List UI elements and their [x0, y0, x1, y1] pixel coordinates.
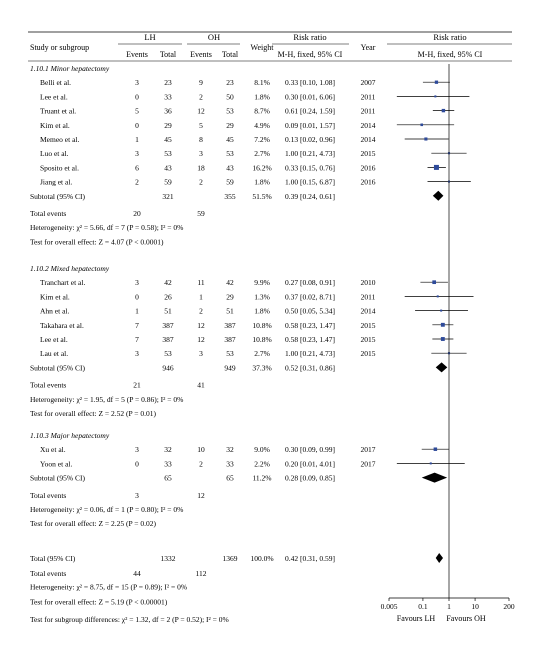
risk-ratio-ci: 0.58 [0.23, 1.47]: [285, 335, 335, 344]
study-name: Jiang et al.: [40, 177, 73, 187]
lh-total: 33: [164, 92, 172, 102]
lh-events: 0: [135, 120, 139, 130]
subtotal-diamond: [436, 362, 448, 372]
x-tick-label: 0.1: [418, 602, 428, 611]
oh-total: 45: [226, 135, 234, 144]
oh-total: 43: [226, 163, 234, 173]
subtotal-lh-total: 65: [164, 473, 172, 483]
oh-total: 29: [226, 120, 234, 130]
lh-events: 1: [135, 306, 139, 316]
x-tick-label: 200: [503, 602, 515, 611]
total-events-lh: 20: [133, 209, 141, 218]
study-name: Lau et al.: [40, 349, 69, 359]
point-estimate-square: [434, 165, 439, 170]
point-estimate-square: [440, 310, 442, 312]
lh-total: 59: [164, 177, 172, 187]
overall-effect-test: Test for overall effect: Z = 5.19 (P < 0.00001): [30, 597, 168, 607]
risk-ratio-ci: 0.09 [0.01, 1.57]: [285, 120, 335, 130]
weight: 2.7%: [254, 349, 270, 359]
overall-section: [30, 553, 443, 607]
lh-events: 3: [135, 349, 139, 359]
subtotal-label: Subtotal (95% CI): [30, 363, 85, 373]
header-lh-total: Total: [159, 50, 177, 59]
study-name: Xu et al.: [40, 445, 66, 455]
header-year: Year: [360, 43, 376, 52]
overall-effect-test: Test for overall effect: Z = 4.07 (P < 0.0001): [30, 237, 164, 247]
point-estimate-square: [432, 280, 436, 284]
x-tick-label: 0.005: [380, 602, 398, 611]
lh-total: 23: [164, 78, 172, 88]
lh-total: 387: [162, 335, 174, 344]
lh-events: 7: [135, 320, 139, 330]
oh-events: 12: [197, 106, 205, 116]
oh-total: 387: [224, 335, 236, 344]
subtotal-weight: 37.3%: [252, 363, 272, 373]
study-name: Luo et al.: [40, 149, 69, 159]
total-events-label: Total events: [30, 209, 67, 218]
study-row: [40, 163, 446, 172]
header-lh-events: Events: [126, 50, 148, 59]
oh-total: 42: [226, 278, 234, 288]
subtotal-label: Subtotal (95% CI): [30, 191, 85, 201]
lh-total: 26: [164, 292, 172, 302]
point-estimate-square: [442, 109, 445, 112]
total-events-lh: 21: [133, 380, 141, 390]
weight: 9.0%: [254, 445, 270, 455]
lh-total: 36: [164, 106, 172, 116]
subtotal-ci: 0.52 [0.31, 0.86]: [285, 363, 335, 373]
overall-total-oh-total: 1369: [222, 554, 238, 563]
x-axis: [381, 64, 515, 611]
weight: 16.2%: [252, 163, 272, 173]
study-row: [40, 349, 467, 358]
lh-total: 43: [164, 163, 172, 173]
study-name: Tranchart et al.: [40, 278, 86, 288]
year: 2011: [360, 292, 376, 302]
study-name: Yoon et al.: [40, 459, 73, 469]
weight: 10.8%: [252, 320, 272, 330]
study-row: [40, 178, 471, 187]
lh-total: 387: [162, 320, 174, 330]
weight: 9.9%: [254, 278, 270, 288]
study-row: [40, 149, 467, 158]
risk-ratio-ci: 0.13 [0.02, 0.96]: [285, 135, 335, 144]
point-estimate-square: [420, 124, 423, 127]
weight: 7.2%: [254, 135, 270, 144]
weight: 2.7%: [254, 149, 270, 159]
oh-events: 9: [199, 78, 203, 88]
study-name: Ahn et al.: [40, 306, 70, 316]
subtotal-oh-total: 65: [226, 473, 234, 483]
overall-effect-test: Test for overall effect: Z = 2.52 (P = 0.01): [30, 409, 157, 418]
total-events-oh: 12: [197, 490, 205, 500]
lh-events: 7: [135, 335, 139, 344]
total-events-label: Total events: [30, 490, 67, 500]
lh-total: 51: [164, 306, 172, 316]
year: 2014: [360, 306, 376, 316]
year: 2007: [360, 78, 376, 88]
subtotal-lh-total: 321: [162, 191, 174, 201]
heterogeneity: Heterogeneity: χ² = 1.95, df = 5 (P = 0.86); I² = 0%: [30, 394, 184, 404]
study-name: Truant et al.: [40, 106, 77, 116]
study-row: [40, 292, 474, 301]
risk-ratio-ci: 0.58 [0.23, 1.47]: [285, 320, 335, 330]
oh-total: 33: [226, 459, 234, 469]
study-name: Sposito et al.: [40, 163, 79, 173]
risk-ratio-ci: 1.00 [0.21, 4.73]: [285, 149, 335, 159]
subtotal-diamond: [422, 473, 447, 483]
oh-total: 387: [224, 320, 236, 330]
lh-events: 3: [135, 149, 139, 159]
oh-events: 3: [199, 349, 203, 359]
oh-total: 53: [226, 149, 234, 159]
study-row: [40, 321, 453, 330]
oh-events: 5: [199, 120, 203, 130]
year: 2017: [360, 459, 376, 469]
point-estimate-square: [434, 95, 436, 97]
year: 2015: [360, 320, 376, 330]
risk-ratio-ci: 0.33 [0.15, 0.76]: [285, 163, 335, 173]
study-row: [40, 445, 449, 454]
lh-total: 32: [164, 445, 172, 455]
lh-events: 0: [135, 459, 139, 469]
oh-total: 32: [226, 445, 234, 455]
subtotal-ci: 0.28 [0.09, 0.85]: [285, 473, 335, 483]
subgroup-title: 1.10.3 Major hepatectomy: [30, 431, 110, 440]
study-row: [40, 121, 454, 130]
header-rr: Risk ratio: [293, 32, 327, 42]
point-estimate-square: [441, 323, 445, 327]
study-name: Takahara et al.: [40, 320, 84, 330]
oh-events: 2: [199, 306, 203, 316]
weight: 8.7%: [254, 106, 270, 116]
subgroup-1: [30, 64, 471, 246]
lh-events: 6: [135, 163, 139, 173]
oh-total: 53: [226, 106, 234, 116]
year: 2016: [360, 163, 376, 173]
subgroup-title: 1.10.1 Minor hepatectomy: [30, 64, 110, 73]
weight: 1.8%: [254, 92, 270, 102]
subtotal-oh-total: 355: [224, 191, 236, 201]
weight: 1.8%: [254, 306, 270, 316]
subgroup-title: 1.10.2 Mixed hepatectomy: [30, 264, 110, 273]
risk-ratio-ci: 0.61 [0.24, 1.59]: [285, 106, 335, 116]
header-lh: LH: [144, 32, 156, 42]
point-estimate-square: [441, 337, 445, 341]
subtotal-lh-total: 946: [162, 363, 174, 373]
oh-events: 10: [197, 445, 205, 455]
lh-events: 5: [135, 106, 139, 116]
subtotal-ci: 0.39 [0.24, 0.61]: [285, 191, 335, 201]
oh-events: 2: [199, 92, 203, 102]
x-tick-label: 10: [471, 602, 479, 611]
study-row: [40, 107, 454, 116]
point-estimate-square: [437, 295, 439, 297]
study-name: Memeo et al.: [40, 135, 80, 144]
study-name: Lee et al.: [40, 92, 68, 102]
lh-events: 0: [135, 92, 139, 102]
subgroup-3: [30, 431, 465, 528]
favours-lh-label: Favours LH: [396, 614, 436, 623]
oh-events: 1: [199, 292, 203, 302]
subtotal-label: Subtotal (95% CI): [30, 473, 85, 483]
year: 2015: [360, 335, 376, 344]
oh-events: 18: [197, 163, 205, 173]
risk-ratio-ci: 0.20 [0.01, 4.01]: [285, 459, 335, 469]
forest-rows: [30, 64, 474, 607]
risk-ratio-ci: 1.00 [0.15, 6.87]: [285, 177, 335, 187]
year: 2010: [360, 278, 376, 288]
header-oh: OH: [207, 32, 221, 42]
lh-events: 3: [135, 278, 139, 288]
study-name: Belli et al.: [40, 78, 72, 88]
subtotal-oh-total: 949: [224, 363, 236, 373]
risk-ratio-ci: 1.00 [0.21, 4.73]: [285, 349, 335, 359]
study-name: Kim et al.: [40, 120, 70, 130]
weight: 1.3%: [254, 292, 270, 302]
oh-events: 11: [197, 278, 205, 288]
overall-total-diamond: [436, 553, 443, 563]
risk-ratio-ci: 0.30 [0.09, 0.99]: [285, 445, 335, 455]
oh-total: 53: [226, 349, 234, 359]
overall-total-events-label: Total events: [30, 569, 67, 579]
year: 2015: [360, 349, 376, 359]
lh-total: 29: [164, 120, 172, 130]
study-row: [40, 135, 449, 144]
year: 2015: [360, 149, 376, 159]
weight: 8.1%: [254, 78, 270, 88]
lh-total: 33: [164, 459, 172, 469]
oh-total: 50: [226, 92, 234, 102]
subtotal-weight: 11.2%: [252, 473, 272, 483]
heterogeneity: Heterogeneity: χ² = 5.66, df = 7 (P = 0.58); I² = 0%: [30, 223, 184, 233]
overall-total-events-oh: 112: [195, 569, 207, 579]
lh-total: 53: [164, 349, 172, 359]
point-estimate-square: [430, 462, 432, 464]
lh-events: 2: [135, 177, 139, 187]
year: 2014: [360, 120, 376, 130]
header-method: M-H, fixed, 95% CI: [277, 50, 343, 59]
point-estimate-square: [435, 81, 438, 84]
overall-total-weight: 100.0%: [250, 554, 274, 563]
weight: 1.8%: [254, 177, 270, 187]
heterogeneity: Heterogeneity: χ² = 0.06, df = 1 (P = 0.80); I² = 0%: [30, 505, 184, 514]
risk-ratio-ci: 0.50 [0.05, 5.34]: [285, 306, 335, 316]
header-plot-method: M-H, fixed, 95% CI: [417, 50, 483, 59]
lh-events: 1: [135, 135, 139, 144]
lh-total: 42: [164, 278, 172, 288]
header-plot-rr: Risk ratio: [433, 32, 467, 42]
study-name: Kim et al.: [40, 292, 70, 302]
study-row: [40, 335, 453, 344]
study-row: [40, 307, 468, 316]
oh-events: 3: [199, 149, 203, 159]
risk-ratio-ci: 0.37 [0.02, 8.71]: [285, 292, 335, 302]
point-estimate-square: [424, 137, 427, 140]
total-events-oh: 41: [197, 380, 205, 390]
subgroup-differences-test: Test for subgroup differences: χ² = 1.32, df = 2 (P = 0.52); I² = 0%: [30, 615, 229, 624]
weight: 4.9%: [254, 120, 270, 130]
oh-total: 29: [226, 292, 234, 302]
header-study: Study or subgroup: [30, 43, 90, 52]
risk-ratio-ci: 0.30 [0.01, 6.06]: [285, 92, 335, 102]
oh-events: 12: [197, 335, 205, 344]
overall-total-events-lh: 44: [133, 569, 141, 579]
subgroup-2: [30, 264, 474, 418]
year: 2017: [360, 445, 376, 455]
oh-events: 12: [197, 320, 205, 330]
lh-events: 0: [135, 292, 139, 302]
total-events-lh: 3: [135, 490, 139, 500]
oh-total: 23: [226, 78, 234, 88]
subtotal-diamond: [433, 191, 444, 201]
study-row: [40, 278, 448, 287]
x-tick-label: 1: [447, 602, 451, 611]
header-oh-events: Events: [190, 50, 212, 59]
study-row: [40, 459, 465, 468]
oh-events: 2: [199, 177, 203, 187]
year: 2011: [360, 106, 376, 116]
oh-total: 59: [226, 177, 234, 187]
overall-heterogeneity: Heterogeneity: χ² = 8.75, df = 15 (P = 0.89); I² = 0%: [30, 582, 188, 592]
study-row: [40, 92, 469, 101]
weight: 2.2%: [254, 459, 270, 469]
year: 2011: [360, 92, 376, 102]
study-row: [40, 78, 450, 87]
overall-total-label: Total (95% CI): [30, 554, 76, 563]
oh-events: 8: [199, 135, 203, 144]
lh-total: 45: [164, 135, 172, 144]
overall-total-lh-total: 1332: [160, 554, 176, 563]
lh-total: 53: [164, 149, 172, 159]
oh-total: 51: [226, 306, 234, 316]
weight: 10.8%: [252, 335, 272, 344]
favours-oh-label: Favours OH: [446, 614, 486, 623]
overall-total-ci: 0.42 [0.31, 0.59]: [285, 554, 335, 563]
study-name: Lee et al.: [40, 335, 68, 344]
total-events-label: Total events: [30, 380, 67, 390]
lh-events: 3: [135, 78, 139, 88]
year: 2014: [360, 135, 376, 144]
point-estimate-square: [434, 447, 437, 450]
overall-effect-test: Test for overall effect: Z = 2.25 (P = 0.02): [30, 519, 157, 529]
subtotal-weight: 51.5%: [252, 191, 272, 201]
risk-ratio-ci: 0.27 [0.08, 0.91]: [285, 278, 335, 288]
risk-ratio-ci: 0.33 [0.10, 1.08]: [285, 78, 335, 88]
oh-events: 2: [199, 459, 203, 469]
year: 2016: [360, 177, 376, 187]
lh-events: 3: [135, 445, 139, 455]
header-oh-total: Total: [221, 50, 239, 59]
total-events-oh: 59: [197, 209, 205, 218]
header-weight: Weight: [250, 43, 274, 52]
